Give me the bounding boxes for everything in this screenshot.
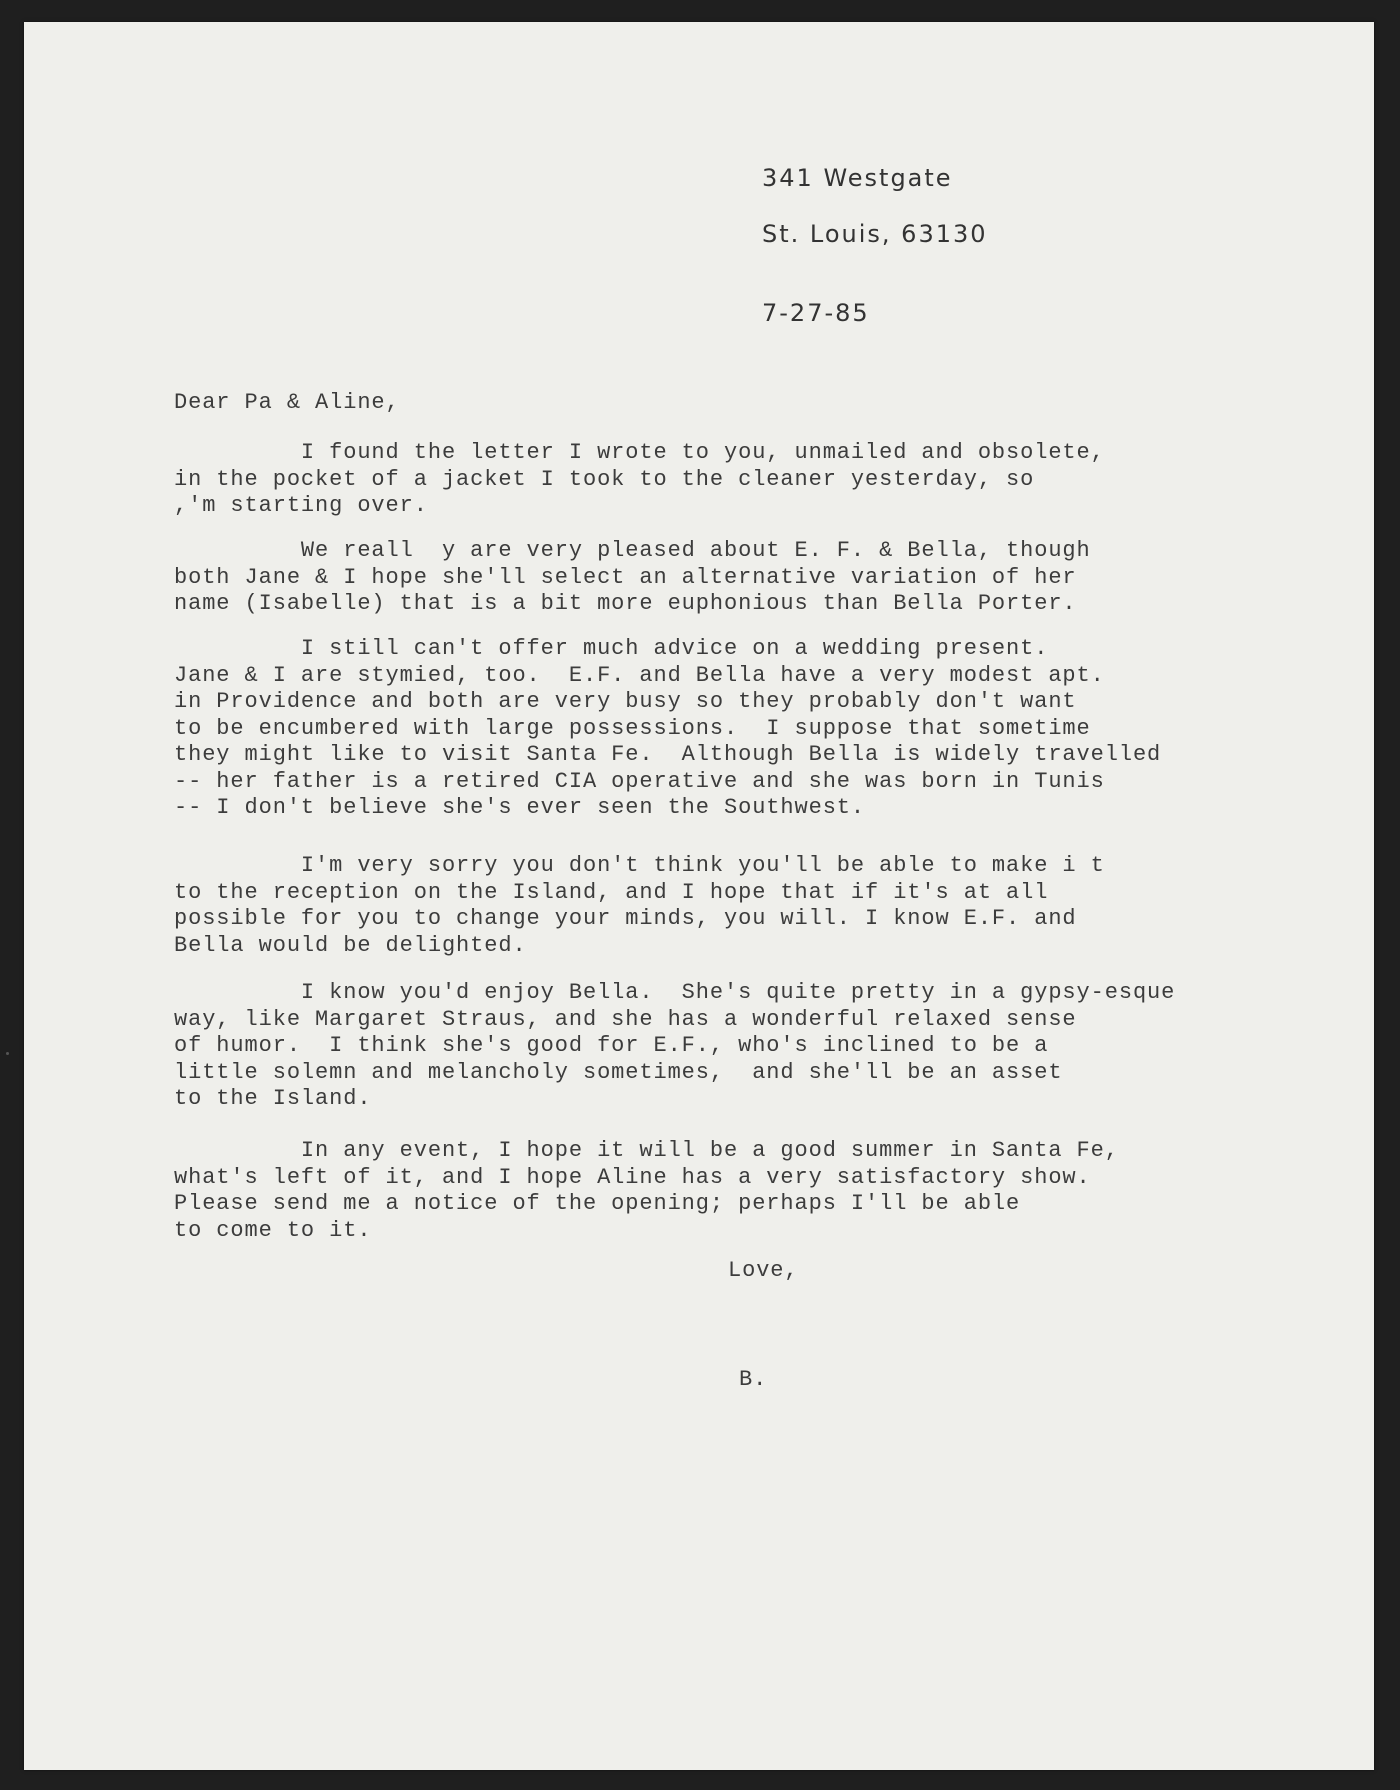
paragraph-6: In any event, I hope it will be a good summer in Santa Fe, what's left of it, and I hope Aline has a very satisfactory show. Please send me a notice of the opening; perhaps I'll be able to come to it. — [174, 1138, 1119, 1243]
letter-page — [24, 22, 1374, 1770]
letter-date: 7-27-85 — [762, 299, 870, 327]
address-city: St. Louis, 63130 — [762, 220, 988, 248]
paragraph-5: I know you'd enjoy Bella. She's quite pretty in a gypsy-esque way, like Margaret Straus, and she has a wonderful relaxed sense of humor. I think she's good for E.F., who's inclined to be a little solemn and melancholy sometimes, and she'll be an asset to the Island. — [174, 980, 1176, 1111]
address-street: 341 Westgate — [762, 164, 953, 192]
signature: B. — [739, 1367, 768, 1392]
edge-speck — [6, 1052, 9, 1055]
paragraph-2: We reall y are very pleased about E. F. & Bella, though both Jane & I hope she'll select an alternative variation of her name (Isabelle) that is a bit more euphonious than Bella Porter. — [174, 538, 1091, 616]
paragraph-1: I found the letter I wrote to you, unmailed and obsolete, in the pocket of a jacket I took to the cleaner yesterday, so ,'m starting over. — [174, 440, 1105, 518]
salutation: Dear Pa & Aline, — [174, 390, 400, 415]
paragraph-4: I'm very sorry you don't think you'll be able to make i t to the reception on the Island, and I hope that if it's at all possible for you to change your minds, you will. I know E.F. and Bella would be delighted. — [174, 853, 1105, 958]
closing: Love, — [728, 1258, 799, 1283]
paragraph-3: I still can't offer much advice on a wedding present. Jane & I are stymied, too. E.F. and Bella have a very modest apt. in Providence and both are very busy so they probably don't want to be encumbered with large possessions. I suppose that sometime they might like to visit Santa Fe. Although Bella is widely travelled -- her father is a retired CIA operative and she was born in Tunis -- I don't believe she's ever seen the Southwest. — [174, 636, 1162, 820]
